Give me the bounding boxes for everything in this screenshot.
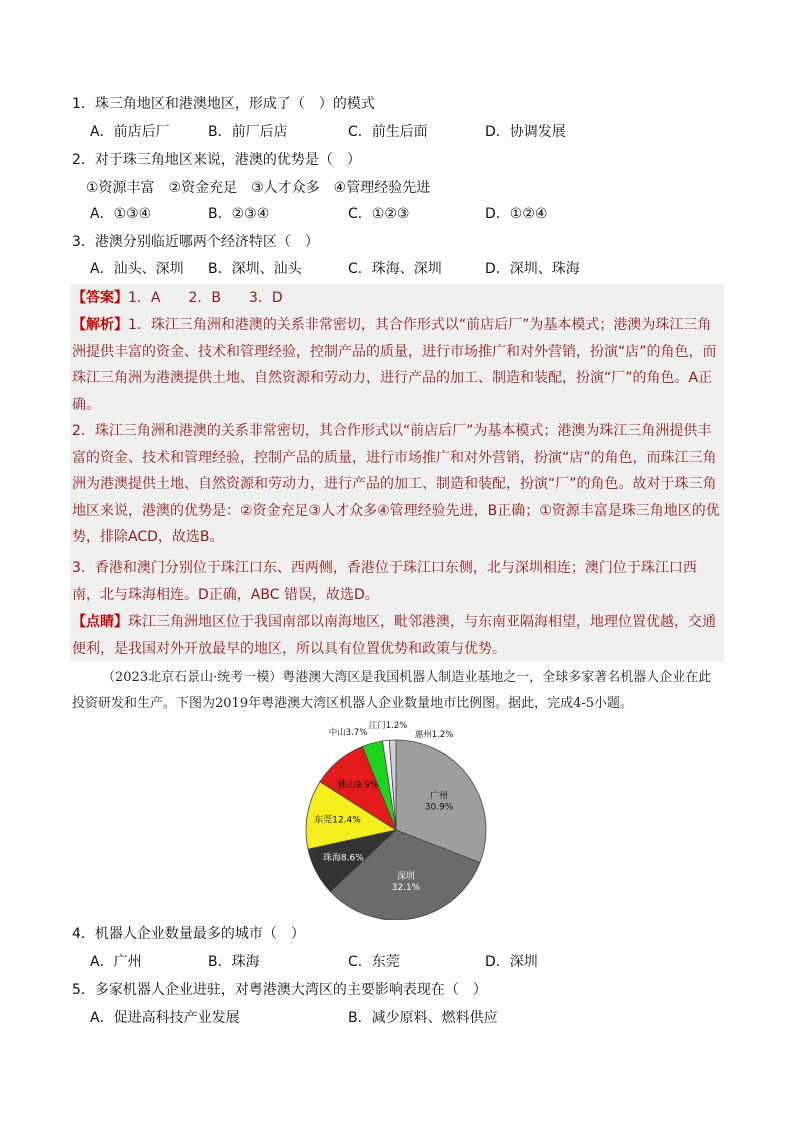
answer-tag: 【答案】 [72,290,128,306]
q1-option-c: C．前生后面 [348,124,428,140]
intro-paragraph: （2023北京石景山·统考一模）粤港澳大湾区是我国机器人制造业基地之一，全球多家著名机器人企业在此投资研发和生产。下图为2019年粤港澳大湾区机器人企业数量地市比例图。据此，完成4-5小题。 [72,670,712,711]
tip-text: 珠江三角洲地区位于我国南部以南海地区，毗邻港澳，与东南亚隔海相望，地理位置优越，交通便利，是我国对外开放最早的地区，所以具有位置优势和政策与优势。 [72,614,716,657]
analysis-p2: 2．珠江三角洲和港澳的关系非常密切，其合作形式以“前店后厂”为基本模式；港澳为珠江三角洲提供丰富的资金、技术和管理经验，控制产品的质量，进行市场推广和对外营销，扮演“店”的角色，而珠江三角洲为港澳提供土地、自然资源和劳动力，进行产品的加工、制造和装配，扮演“厂”的角色。故对于珠三角地区来说，港澳的优势是：②资金充足③人才众多④管理经验先进，B正确；①资源丰富是珠三角地区的优势，排除ACD，故选B。 [72,423,720,545]
tip-block [72,609,722,662]
pie-chart [300,715,500,920]
q4-option-b: B．珠海 [208,954,260,970]
analysis-p1-text: 1．珠江三角洲和港澳的关系非常密切，其合作形式以“前店后厂”为基本模式；港澳为珠江三角洲提供丰富的资金、技术和管理经验，控制产品的质量，进行市场推广和对外营销，扮演“店”的角色，而珠江三角洲为港澳提供土地、自然资源和劳动力，进行产品的加工、制造和装配，扮演“厂”的角色。A正确。 [72,317,717,413]
q2-option-c: C．①②③ [348,206,410,222]
q1-option-b: B．前厂后店 [208,124,288,140]
analysis-p1 [72,312,722,418]
pie-label-name-0: 广州 [430,791,449,802]
q4-option-c: C．东莞 [348,954,400,970]
pie-label-7: 惠州1.2% [414,730,454,740]
tip-tag: 【点睛】 [72,614,128,630]
analysis-p3: 3．香港和澳门分别位于珠江口东、西两侧，香港位于珠江口东侧，北与深圳相连；澳门位于珠江口西南，北与珠海相连。D正确，ABC 错误，故选D。 [72,560,697,603]
q2-option-a: A．①③④ [90,206,152,222]
q3-option-d: D．深圳、珠海 [485,261,580,277]
pie-label-name-1: 深圳 [396,872,415,883]
q4-option-a: A．广州 [90,954,142,970]
q3-option-a: A．汕头、深圳 [90,261,184,277]
q1-option-d: D．协调发展 [485,124,566,140]
q1-stem: 1．珠三角地区和港澳地区，形成了（ ）的模式 [72,96,375,112]
q1-option-a: A．前店后厂 [90,124,170,140]
q2-option-d: D．①②④ [485,206,548,222]
pie-label-6: 江门1.2% [368,721,408,731]
q5-stem: 5．多家机器人企业进驻，对粤港澳大湾区的主要影响表现在（ ） [72,982,487,998]
pie-label-4: 佛山9.9% [337,780,379,791]
q5-option-b: B．减少原料、燃料供应 [348,1010,498,1026]
q4-option-d: D．深圳 [485,954,538,970]
q3-option-c: C．珠海、深圳 [348,261,442,277]
pie-label-2: 珠海8.6% [322,853,364,864]
answer-line [72,285,722,312]
q2-items: ①资源丰富 ②资金充足 ③人才众多 ④管理经验先进 [86,180,431,196]
answer-text: 1．A 2．B 3．D [128,290,283,306]
pie-label-5: 中山3.7% [328,728,368,738]
pie-label-value-0: 30.9% [424,802,454,813]
pie-label-value-1: 32.1% [391,883,421,894]
pie-label-3: 东莞12.4% [314,815,361,826]
q3-option-b: B．深圳、汕头 [208,261,302,277]
q3-stem: 3．港澳分别临近哪两个经济特区（ ） [72,234,319,250]
q4-stem: 4．机器人企业数量最多的城市（ ） [72,926,305,942]
q2-option-b: B．②③④ [208,206,270,222]
analysis-tag: 【解析】 [72,317,128,333]
q2-stem: 2．对于珠三角地区来说，港澳的优势是（ ） [72,152,361,168]
q5-option-a: A．促进高科技产业发展 [90,1010,240,1026]
